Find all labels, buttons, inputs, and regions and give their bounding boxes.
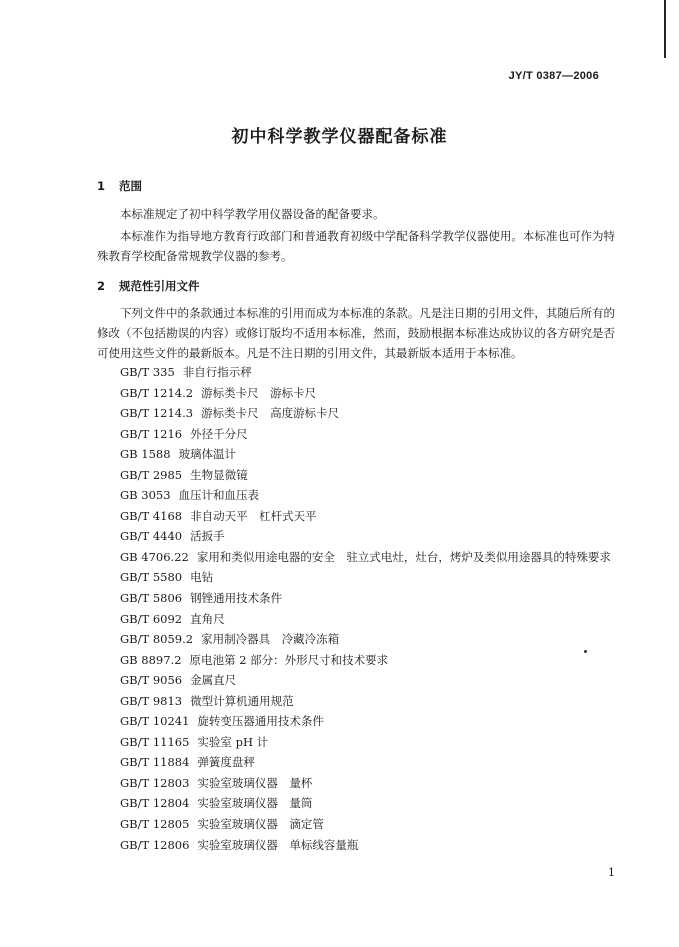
reference-code: GB/T 335 (120, 365, 175, 379)
reference-code: GB/T 11884 (120, 755, 190, 770)
reference-item (120, 711, 611, 732)
reference-item (120, 814, 611, 835)
reference-item (120, 403, 611, 424)
reference-code: GB/T 4168 (120, 508, 183, 523)
reference-title: 电钻 (190, 570, 214, 585)
reference-title: 血压计和血压表 (178, 488, 260, 503)
section-2-heading (97, 278, 200, 294)
reference-item (120, 465, 611, 486)
reference-code: GB/T 1214.3 (120, 406, 194, 421)
reference-code: GB 1588 (120, 447, 171, 462)
reference-code: GB/T 5806 (120, 591, 183, 606)
reference-code: GB 8897.2 (120, 652, 182, 667)
reference-code: GB/T 12803 (120, 775, 190, 790)
reference-code: GB/T 8059.2 (120, 632, 194, 647)
reference-item (120, 752, 611, 773)
standard-code: JY/T 0387—2006 (508, 70, 599, 82)
reference-code: GB/T 5580 (120, 570, 183, 585)
reference-code: GB/T 10241 (120, 714, 190, 729)
reference-title: 生物显微镜 (190, 467, 248, 482)
reference-title: 非自行指示秤 (182, 365, 252, 379)
reference-title: 实验室玻璃仪器 滴定管 (197, 817, 324, 832)
reference-item (120, 609, 611, 630)
section-1-heading (97, 178, 142, 194)
reference-title: 直角尺 (190, 611, 225, 626)
reference-title: 活扳手 (190, 529, 225, 544)
reference-title: 玻璃体温计 (178, 447, 237, 462)
reference-title: 实验室玻璃仪器 单标线容量瓶 (197, 837, 359, 852)
reference-title: 旋转变压器通用技术条件 (197, 714, 324, 729)
reference-title: 实验室玻璃仪器 量筒 (197, 796, 313, 811)
reference-title: 家用制冷器具 冷藏冷冻箱 (201, 632, 340, 647)
reference-item (120, 383, 611, 404)
reference-code: GB 3053 (120, 488, 171, 503)
reference-item (120, 629, 611, 650)
reference-title: 外径千分尺 (190, 426, 248, 441)
reference-list (120, 362, 611, 855)
reference-title: 弹簧度盘秤 (197, 755, 255, 770)
reference-code: GB/T 1214.2 (120, 385, 194, 400)
reference-code: GB/T 12804 (120, 796, 190, 811)
reference-title: 游标类卡尺 高度游标卡尺 (201, 406, 340, 421)
reference-title: 家用和类似用途电器的安全 驻立式电灶，灶台，烤炉及类似用途器具的特殊要求 (196, 549, 611, 564)
reference-code: GB/T 4440 (120, 529, 183, 544)
reference-code: GB/T 12806 (120, 837, 190, 852)
reference-item (120, 444, 611, 465)
reference-item (120, 793, 611, 814)
scan-edge-mark (664, 0, 666, 58)
section-1-paragraph-1: 本标准规定了初中科学教学用仪器设备的配备要求。 (120, 207, 385, 221)
reference-title: 游标类卡尺 游标卡尺 (201, 385, 317, 400)
section-1-paragraph-2: 本标准作为指导地方教育行政部门和普通教育初级中学配备科学教学仪器使用。本标准也可作为特殊教育学校配备常规教学仪器的参考。 (97, 229, 615, 263)
reference-item (120, 362, 611, 383)
reference-item (120, 424, 611, 445)
reference-code: GB/T 6092 (120, 611, 183, 626)
reference-item (120, 588, 611, 609)
reference-code: GB/T 12805 (120, 817, 190, 832)
scan-speck (584, 650, 587, 653)
page-number: 1 (608, 866, 615, 879)
section-2-title: 规范性引用文件 (119, 279, 200, 293)
section-2-intro: 下列文件中的条款通过本标准的引用而成为本标准的条款。凡是注日期的引用文件，其随后所有的修改（不包括勘误的内容）或修订版均不适用本标准，然而，鼓励根据本标准达成协议的各方研究是否可使用这些文件的最新版本。凡是不注日期的引用文件，其最新版本适用于本标准。 (97, 306, 615, 360)
reference-code: GB/T 1216 (120, 426, 183, 441)
reference-code: GB/T 2985 (120, 467, 183, 482)
reference-title: 原电池第 2 部分：外形尺寸和技术要求 (189, 652, 389, 667)
reference-item (120, 547, 611, 568)
reference-item (120, 670, 611, 691)
reference-item (120, 650, 611, 671)
reference-item (120, 567, 611, 588)
reference-item (120, 526, 611, 547)
reference-item (120, 506, 611, 527)
reference-item (120, 485, 611, 506)
section-1-number: 1 (97, 179, 106, 193)
document-title: 初中科学教学仪器配备标准 (231, 127, 448, 147)
reference-code: GB 4706.22 (120, 549, 189, 564)
reference-item (120, 773, 611, 794)
reference-title: 实验室 pH 计 (197, 734, 269, 749)
reference-code: GB/T 11165 (120, 734, 190, 749)
reference-title: 实验室玻璃仪器 量杯 (197, 775, 313, 790)
reference-code: GB/T 9813 (120, 693, 183, 708)
section-2-number: 2 (97, 279, 106, 293)
reference-title: 钢锉通用技术条件 (190, 591, 283, 606)
reference-title: 微型计算机通用规范 (190, 693, 294, 708)
reference-code: GB/T 9056 (120, 673, 183, 688)
reference-item (120, 732, 611, 753)
reference-item (120, 691, 611, 712)
reference-title: 金属直尺 (190, 673, 237, 688)
reference-title: 非自动天平 杠杆式天平 (190, 508, 317, 523)
reference-item (120, 835, 611, 856)
section-1-title: 范围 (119, 179, 142, 193)
